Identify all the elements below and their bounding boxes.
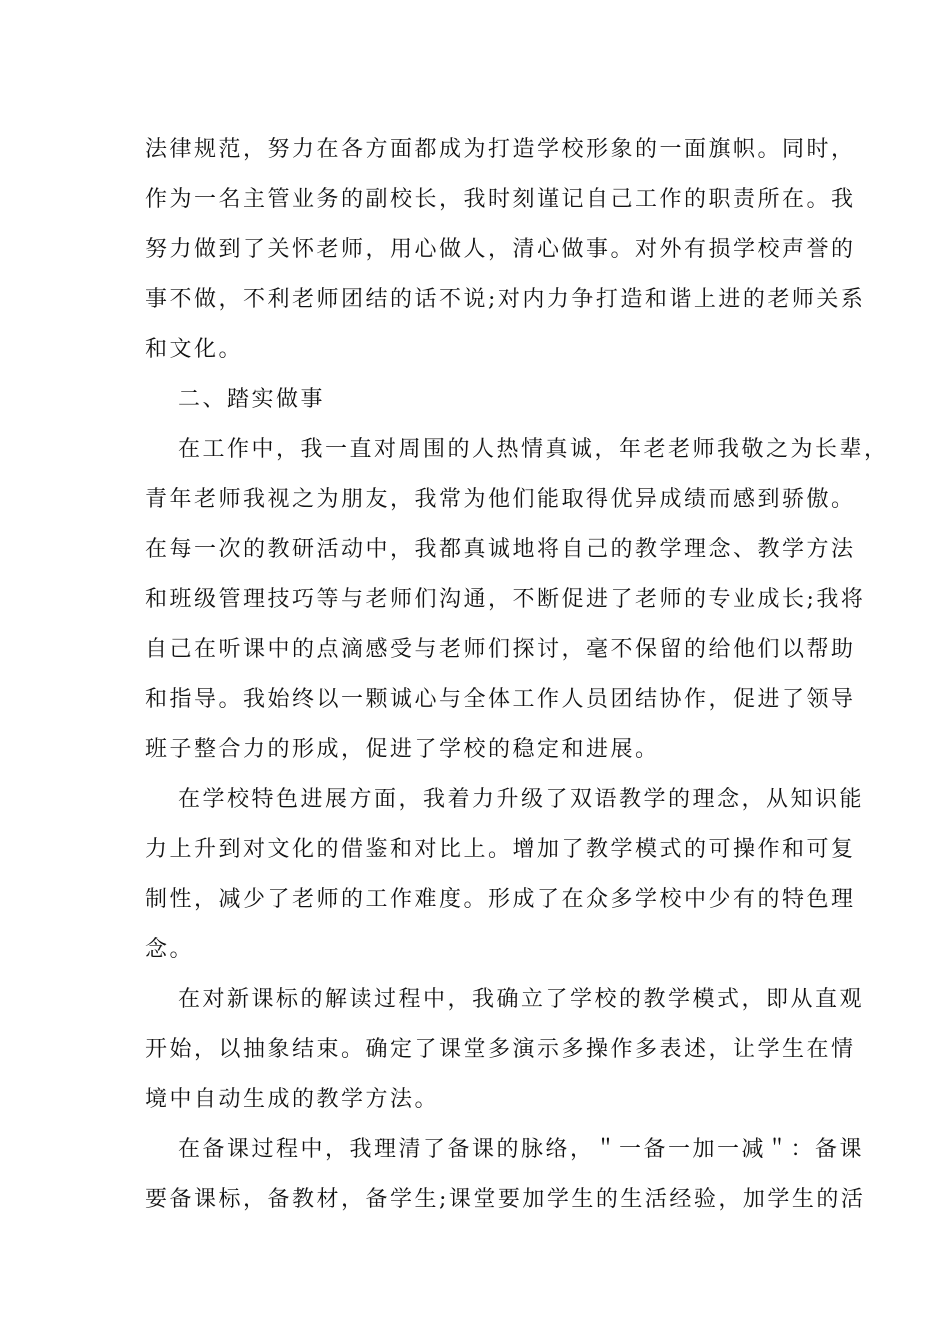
text-line: 在备课过程中，我理清了备课的脉络，＂一备一加一减＂：备课	[178, 1137, 865, 1162]
text-line: 在每一次的教研活动中，我都真诚地将自己的教学理念、教学方法	[145, 537, 856, 562]
text-line: 和文化。	[145, 337, 244, 362]
text-line: 力上升到对文化的借鉴和对比上。增加了教学模式的可操作和可复	[145, 837, 856, 862]
text-line: 开始，以抽象结束。确定了课堂多演示多操作多表述，让学生在情	[145, 1037, 856, 1062]
text-line: 要备课标，备教材，备学生;课堂要加学生的生活经验，加学生的活	[145, 1187, 866, 1212]
text-line: 作为一名主管业务的副校长，我时刻谨记自己工作的职责所在。我	[145, 187, 856, 212]
text-line: 事不做，不利老师团结的话不说;对内力争打造和谐上进的老师关系	[145, 287, 866, 312]
section-heading: 二、踏实做事	[178, 387, 326, 412]
text-line: 在对新课标的解读过程中，我确立了学校的教学模式，即从直观	[178, 987, 865, 1012]
text-line: 和班级管理技巧等与老师们沟通，不断促进了老师的专业成长;我将	[145, 587, 866, 612]
text-line: 在工作中，我一直对周围的人热情真诚，年老老师我敬之为长辈，	[178, 437, 889, 462]
text-line: 法律规范，努力在各方面都成为打造学校形象的一面旗帜。同时，	[145, 137, 856, 162]
text-line: 努力做到了关怀老师，用心做人，清心做事。对外有损学校声誉的	[145, 237, 856, 262]
text-line: 青年老师我视之为朋友，我常为他们能取得优异成绩而感到骄傲。	[145, 487, 856, 512]
text-line: 和指导。我始终以一颗诚心与全体工作人员团结协作，促进了领导	[145, 687, 856, 712]
text-line: 念。	[145, 937, 195, 962]
text-line: 境中自动生成的教学方法。	[145, 1087, 440, 1112]
text-line: 制性，减少了老师的工作难度。形成了在众多学校中少有的特色理	[145, 887, 856, 912]
text-line: 自己在听课中的点滴感受与老师们探讨，毫不保留的给他们以帮助	[145, 637, 856, 662]
text-line: 班子整合力的形成，促进了学校的稳定和进展。	[145, 737, 660, 762]
text-line: 在学校特色进展方面，我着力升级了双语教学的理念，从知识能	[178, 787, 865, 812]
